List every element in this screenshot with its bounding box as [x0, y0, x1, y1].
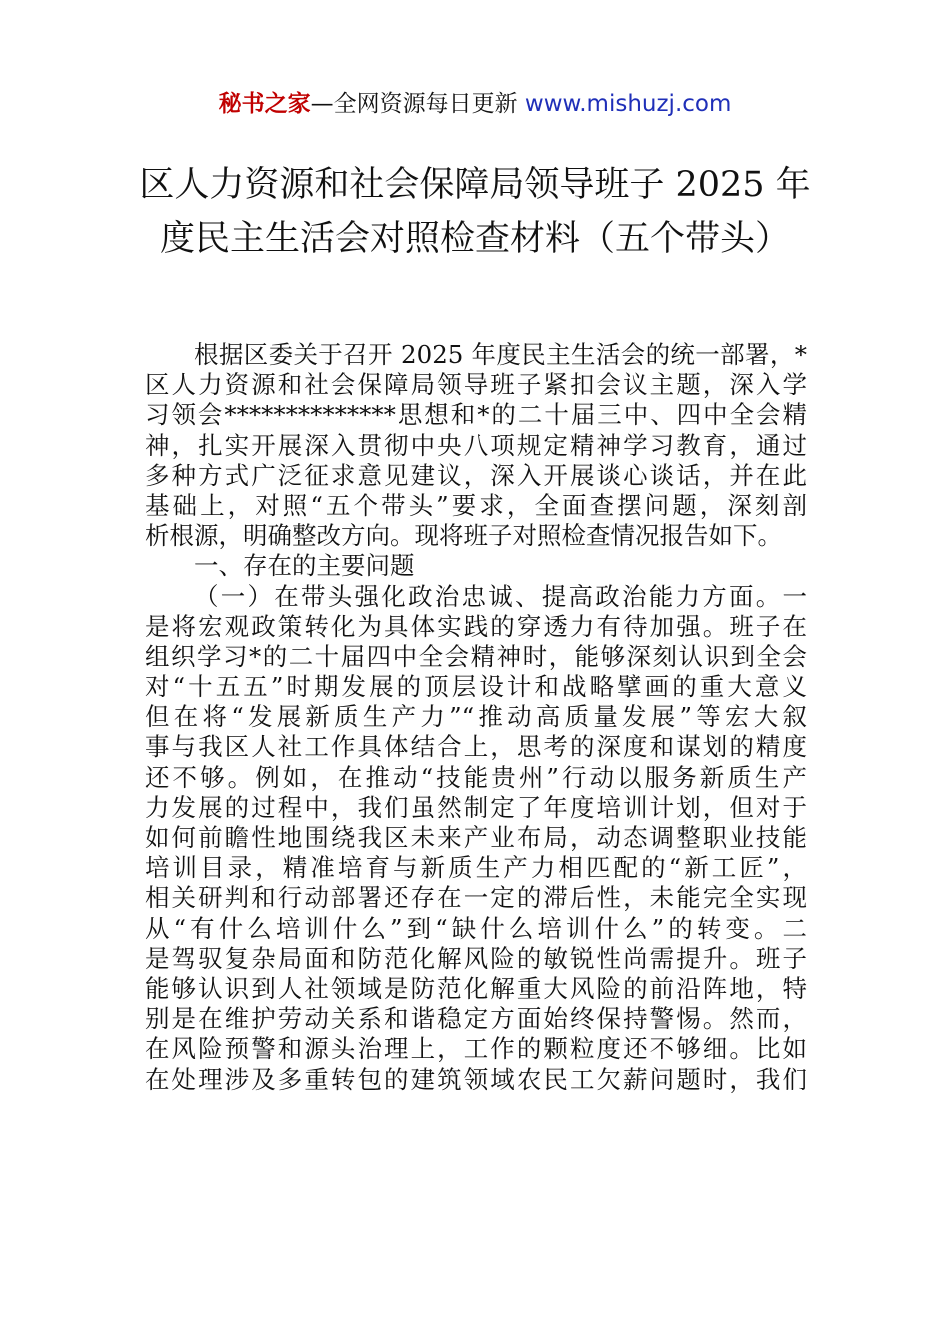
- paragraph-line: 在风险预警和源头治理上，工作的颗粒度还不够细。比如: [145, 1034, 807, 1064]
- paragraph-line: 区人力资源和社会保障局领导班子紧扣会议主题，深入学: [145, 370, 807, 400]
- paragraph-line: 析根源，明确整改方向。现将班子对照检查情况报告如下。: [145, 521, 782, 551]
- paragraph-line: 培训目录，精准培育与新质生产力相匹配的“新工匠”，: [145, 853, 807, 883]
- header-tagline: —全网资源每日更新: [310, 91, 518, 117]
- paragraph-line: 但在将“发展新质生产力”“推动高质量发展”等宏大叙: [145, 702, 807, 732]
- paragraph-line: 如何前瞻性地围绕我区未来产业布局，动态调整职业技能: [145, 823, 807, 852]
- paragraph-line: 是将宏观政策转化为具体实践的穿透力有待加强。班子在: [145, 611, 807, 641]
- paragraph-line: 多种方式广泛征求意见建议，深入开展谈心谈话，并在此: [145, 460, 807, 490]
- paragraph-line: 根据区委关于召开 2025 年度民主生活会的统一部署，*: [194, 340, 807, 369]
- site-header: [0, 86, 950, 122]
- paragraph-line: 还不够。例如，在推动“技能贵州”行动以服务新质生产: [145, 762, 807, 792]
- paragraph-line: 是驾驭复杂局面和防范化解风险的敏锐性尚需提升。班子: [145, 943, 807, 973]
- title-line: 区人力资源和社会保障局领导班子 2025 年: [139, 165, 811, 205]
- paragraph-line: 事与我区人社工作具体结合上，思考的深度和谋划的精度: [145, 732, 807, 762]
- paragraph-line: 对“十五五”时期发展的顶层设计和战略擘画的重大意义: [145, 672, 807, 702]
- document-title: [110, 158, 840, 266]
- document-body: [145, 340, 807, 1095]
- paragraph-line: 相关研判和行动部署还存在一定的滞后性，未能完全实现: [145, 883, 807, 913]
- paragraph-line: 别是在维护劳动关系和谐稳定方面始终保持警惕。然而，: [145, 1004, 807, 1034]
- paragraph-line: 在处理涉及多重转包的建筑领域农民工欠薪问题时，我们: [145, 1064, 807, 1094]
- paragraph-line: 神，扎实开展深入贯彻中央八项规定精神学习教育，通过: [145, 430, 807, 460]
- paragraph-line: 习领会**************思想和*的二十届三中、四中全会精: [145, 400, 807, 430]
- paragraph-line: 组织学习*的二十届四中全会精神时，能够深刻认识到全会: [145, 641, 807, 671]
- paragraph-line: 能够认识到人社领域是防范化解重大风险的前沿阵地，特: [145, 973, 807, 1003]
- brand-name: 秘书之家: [218, 91, 311, 117]
- paragraph-line: （一）在带头强化政治忠诚、提高政治能力方面。一: [194, 581, 807, 611]
- paragraph-line: 从“有什么培训什么”到“缺什么培训什么”的转变。二: [145, 913, 807, 943]
- section-heading: 一、存在的主要问题: [194, 551, 415, 581]
- title-line: 度民主生活会对照检查材料（五个带头）: [159, 219, 790, 259]
- site-url[interactable]: www.mishuzj.com: [524, 91, 732, 117]
- paragraph-line: 力发展的过程中，我们虽然制定了年度培训计划，但对于: [145, 792, 807, 822]
- paragraph-line: 基础上，对照“五个带头”要求，全面查摆问题，深刻剖: [145, 490, 807, 520]
